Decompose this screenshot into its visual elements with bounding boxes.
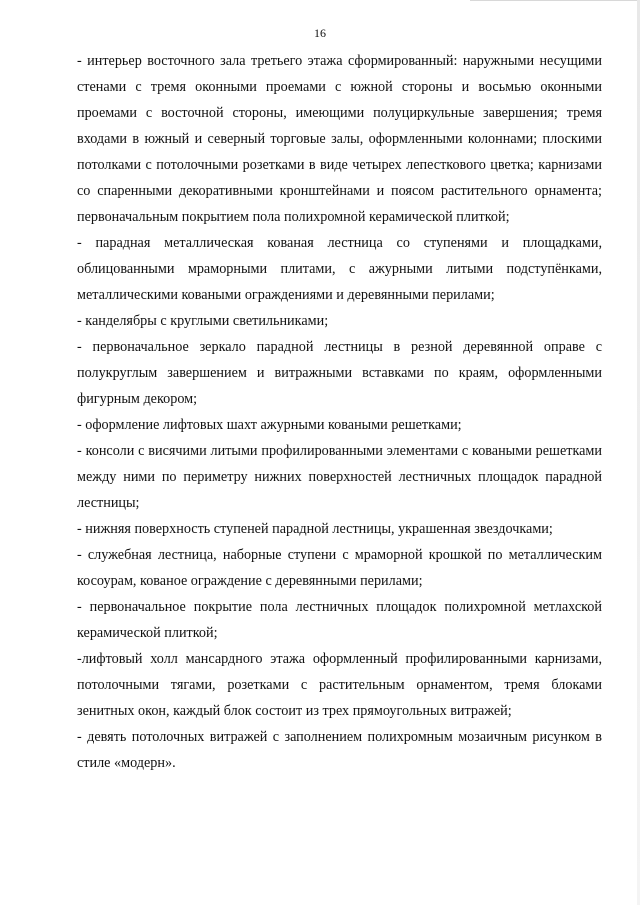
list-item: - интерьер восточного зала третьего этажа сформированный: наружными несущими стенами с тремя оконными проемами с южной стороны и восьмью оконными проемами с восточной стороны, имеющими полуциркульные завершения; тремя входами в южный и северный торговые залы, оформленными колоннами; плоскими потолками с потолочными розетками в виде четырех лепесткового цветка; карнизами со спаренными декоративными кронштейнами и поясом растительного орнамента; первоначальным покрытием пола полихромной керамической плиткой;	[77, 53, 602, 225]
list-item: - первоначальное зеркало парадной лестницы в резной деревянной оправе с полукруглым завершением и витражными вставками по краям, оформленными фигурным декором;	[77, 339, 602, 407]
list-item: - консоли с висячими литыми профилированными элементами с коваными решетками между ними по периметру нижних поверхностей лестничных площадок парадной лестницы;	[77, 443, 602, 511]
list-item: - нижняя поверхность ступеней парадной лестницы, украшенная звездочками;	[77, 521, 553, 537]
list-item: - служебная лестница, наборные ступени с мраморной крошкой по металлическим косоурам, кованое ограждение с деревянными перилами;	[77, 547, 602, 589]
list-item: - канделябры с круглыми светильниками;	[77, 313, 329, 329]
list-item: - первоначальное покрытие пола лестничных площадок полихромной метлахской керамической плиткой;	[77, 599, 602, 641]
body-text	[77, 48, 602, 776]
list-item: - парадная металлическая кованая лестница со ступенями и площадками, облицованными мраморными плитами, с ажурными литыми подступёнками, металлическими коваными ограждениями и деревянными перилами;	[77, 235, 602, 303]
page-number: 16	[314, 26, 326, 40]
scan-top-edge	[470, 0, 640, 1]
list-item: - девять потолочных витражей с заполнением полихромным мозаичным рисунком в стиле «модерн».	[77, 729, 602, 771]
list-item: - оформление лифтовых шахт ажурными коваными решетками;	[77, 417, 462, 433]
list-item: -лифтовый холл мансардного этажа оформленный профилированными карнизами, потолочными тягами, розетками с растительным орнаментом, тремя блоками зенитных окон, каждый блок состоит из трех прямоугольных витражей;	[77, 651, 602, 719]
